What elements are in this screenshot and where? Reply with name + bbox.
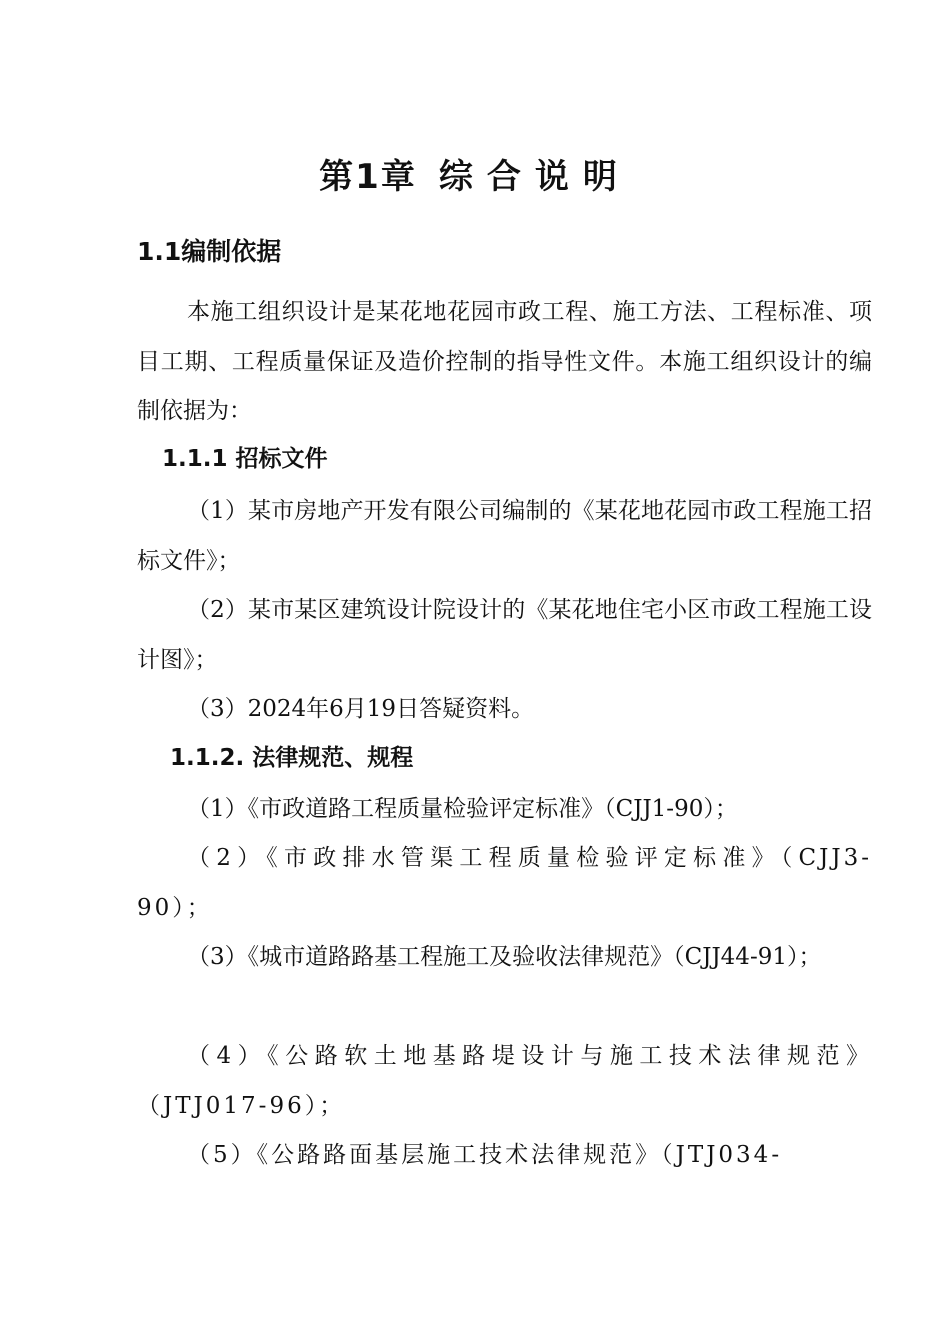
list-item: （2）某市某区建筑设计院设计的《某花地住宅小区市政工程施工设计图》； [137,597,872,673]
section-intro-paragraph: 本施工组织设计是某花地花园市政工程、施工方法、工程标准、项目工期、工程质量保证及造价控制的指导性文件。本施工组织设计的编制依据为： [137,299,872,424]
chapter-name: 综合说明 [438,157,631,197]
chapter-title [0,152,950,202]
list-item: （2）《市政排水管渠工程质量检验评定标准》（CJJ3-90）； [137,845,872,921]
subsection-heading-tender-documents: 1.1.1 招标文件 [162,446,328,472]
section-heading: 1.1编制依据 [137,237,282,266]
subsection-heading-regulations: 1.1.2. 法律规范、规程 [170,745,414,771]
list-item: （4）《公路软土地基路堤设计与施工技术法律规范》（JTJ017-96）； [137,1043,872,1119]
list-item: （1）某市房地产开发有限公司编制的《某花地花园市政工程施工招标文件》； [137,498,872,574]
list-item: （5）《公路路面基层施工技术法律规范》（JTJ034- [187,1142,783,1168]
list-item: （3）《城市道路路基工程施工及验收法律规范》（CJJ44-91）； [187,944,822,970]
chapter-number: 第1章 [319,157,417,197]
list-item: （1）《市政道路工程质量检验评定标准》（CJJ1-90）； [187,796,738,822]
list-item: （3）2024年6月19日答疑资料。 [187,696,535,722]
